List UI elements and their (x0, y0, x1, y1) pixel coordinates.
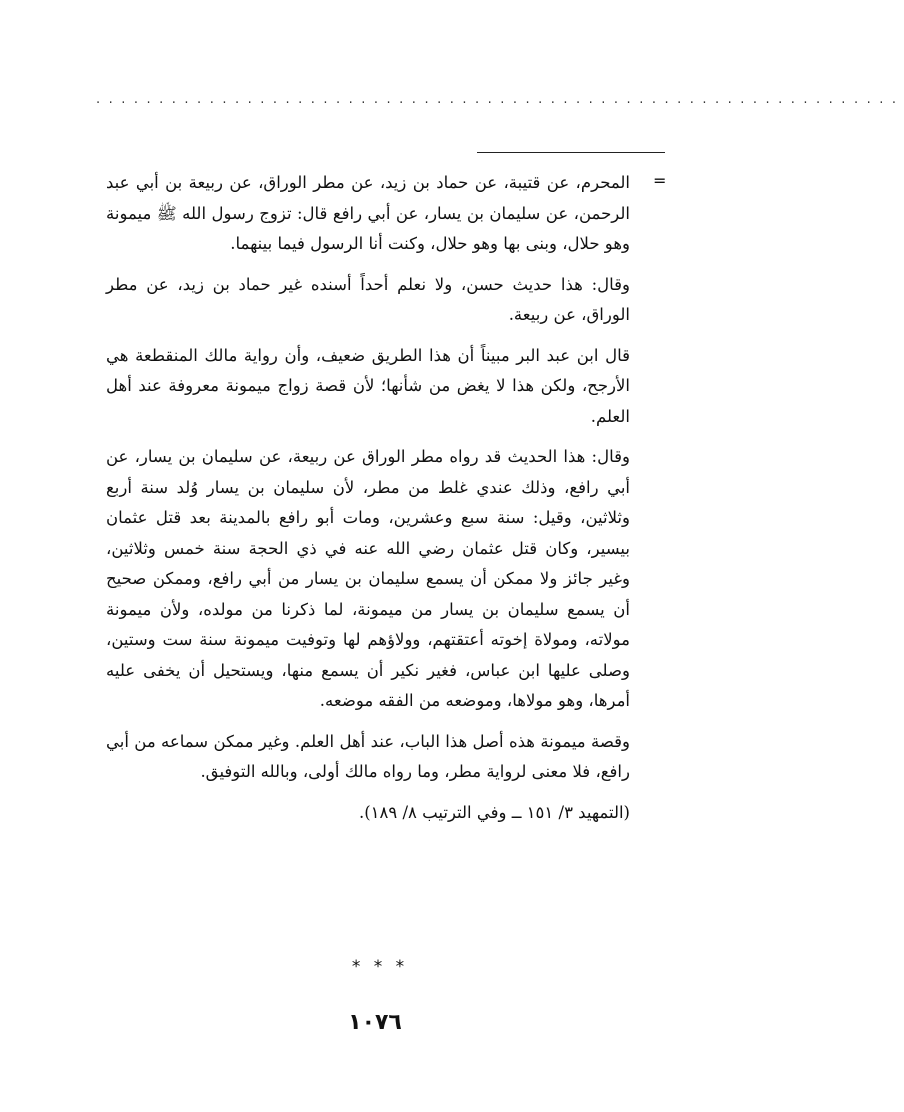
footnote-separator-line (477, 152, 665, 153)
footnote-continuation-mark: = (653, 171, 667, 190)
footnote-paragraph-3: قال ابن عبد البر مبيناً أن هذا الطريق ضعيف، وأن رواية مالك المنقطعة هي الأرجح، ولكن هذا لا يغض من شأنها؛ لأن قصة زواج ميمونة معروفة عند أهل العلم. (106, 345, 630, 426)
page-number: ١٠٧٦ (348, 1010, 402, 1035)
footnote-text (106, 168, 630, 838)
footnote-paragraph-1: المحرم، عن قتيبة، عن حماد بن زيد، عن مطر الوراق، عن ربيعة بن أبي عبد الرحمن، عن سليمان بن يسار، عن أبي رافع قال: تزوج رسول الله ﷺ ميمونة وهو حلال، وبنى بها وهو حلال، وكنت أنا الرسول فيما بينهما. (106, 173, 630, 253)
footnote-citation: (التمهيد ٣/ ١٥١ ــ وفي الترتيب ٨/ ١٨٩). (358, 802, 630, 822)
footnote-paragraph-2: وقال: هذا حديث حسن، ولا نعلم أحداً أسنده غير حماد بن زيد، عن مطر الوراق، عن ربيعة. (106, 274, 630, 324)
section-separator-stars: * * * (351, 957, 409, 977)
footnote-paragraph-5: وقصة ميمونة هذه أصل هذا الباب، عند أهل العلم. وغير ممكن سماعه من أبي رافع، فلا معنى لرواية مطر، وما رواه مالك أولى، وبالله التوفيق. (106, 731, 630, 781)
header-dotted-rule: ................................................................ (96, 92, 904, 107)
footnote-paragraph-4: وقال: هذا الحديث قد رواه مطر الوراق عن ربيعة، عن سليمان بن يسار، عن أبي رافع، وذلك عندي غلط من مطر، لأن سليمان بن يسار وُلد سنة أربع وثلاثين، وقيل: سنة سبع وعشرين، ومات أبو رافع بالمدينة بعد قتل عثمان بيسير، وكان قتل عثمان رضي الله عنه في ذي الحجة سنة خمس وثلاثين، وغير جائز ولا ممكن أن يسمع سليمان بن يسار من أبي رافع، وممكن صحيح أن يسمع سليمان بن يسار من ميمونة، لما ذكرنا من مولده، ولأن ميمونة مولاته، ومولاة إخوته أعتقتهم، وولاؤهم لها وتوفيت ميمونة سنة ست وستين، وصلى عليها ابن عباس، فغير نكير أن يسمع منها، ويستحيل أن يخفى عليه أمرها، وهو مولاها، وموضعه من الفقه موضعه. (106, 447, 630, 710)
